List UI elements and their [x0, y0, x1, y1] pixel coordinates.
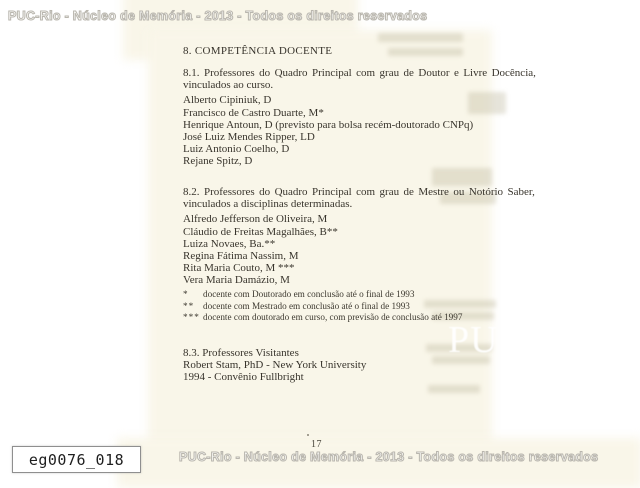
- section-heading: 8.3. Professores Visitantes: [183, 347, 299, 359]
- section-8-1: [183, 67, 536, 168]
- professor-name: 1994 - Convênio Fullbright: [183, 371, 304, 384]
- copyright-watermark-bottom: PUC-Rio - Núcleo de Memória - 2013 - Todos os direitos reservados: [179, 450, 599, 464]
- professor-name: Rita Maria Couto, M ***: [183, 262, 295, 275]
- puc-scan-watermark: PUC: [448, 319, 525, 361]
- section-heading: vinculados a disciplinas determinadas.: [183, 198, 353, 211]
- professor-name: Francisco de Castro Duarte, M*: [183, 106, 324, 119]
- section-heading: 8.1. Professores do Quadro Principal com grau de Doutor e Livre Docência,: [183, 67, 536, 79]
- professor-name: Luiza Novaes, Ba.**: [183, 237, 276, 250]
- copyright-watermark-top: PUC-Rio - Núcleo de Memória - 2013 - Todos os direitos reservados: [8, 9, 428, 23]
- professor-name: Cláudio de Freitas Magalhães, B**: [183, 225, 338, 238]
- professor-name: Alfredo Jefferson de Oliveira, M: [183, 213, 328, 226]
- footnote-text: docente com Doutorado em conclusão até o final de 1993: [203, 289, 415, 299]
- footnote: [183, 301, 462, 313]
- scan-speck: [307, 434, 309, 436]
- professor-name: Alberto Cipiniuk, D: [183, 94, 272, 107]
- section-heading: vinculados ao curso.: [183, 79, 274, 92]
- professor-name: Luiz Antonio Coelho, D: [183, 143, 290, 156]
- professor-name: José Luiz Mendes Ripper, LD: [183, 131, 315, 144]
- professor-list: [183, 213, 535, 286]
- professor-list: [183, 94, 536, 167]
- professor-name: Henrique Antoun, D (previsto para bolsa recém-doutorado CNPq): [183, 118, 474, 131]
- professor-name: Regina Fátima Nassim, M: [183, 250, 299, 263]
- section-heading: 8.2. Professores do Quadro Principal com grau de Mestre ou Notório Saber,: [183, 186, 535, 198]
- page-number: 17: [311, 439, 322, 450]
- archive-label-box: [12, 446, 141, 473]
- footnote: [183, 312, 462, 324]
- footnote-marker: **: [183, 300, 195, 311]
- footnote-marker: ***: [183, 312, 200, 323]
- professor-name: Vera Maria Damázio, M: [183, 274, 290, 287]
- archive-label: eg0076_018: [28, 450, 125, 469]
- section-8-3: [183, 347, 366, 384]
- footnote-marker: *: [183, 289, 189, 299]
- footnote: [183, 289, 462, 301]
- footnote-text: docente com doutorado em curso, com previsão de conclusão até 1997: [203, 312, 463, 323]
- bleedthrough-noise: [432, 168, 492, 186]
- professor-name: Rejane Spitz, D: [183, 155, 253, 168]
- bleedthrough-noise: [388, 48, 463, 56]
- bleedthrough-noise: [378, 33, 463, 42]
- section-8-2: [183, 186, 535, 287]
- bleedthrough-noise: [428, 385, 480, 393]
- professor-name: Robert Stam, PhD - New York University: [183, 359, 367, 372]
- footnote-text: docente com Mestrado em conclusão até o final de 1993: [203, 300, 410, 311]
- section-title: 8. COMPETÊNCIA DOCENTE: [183, 45, 333, 57]
- footnotes: [183, 289, 462, 324]
